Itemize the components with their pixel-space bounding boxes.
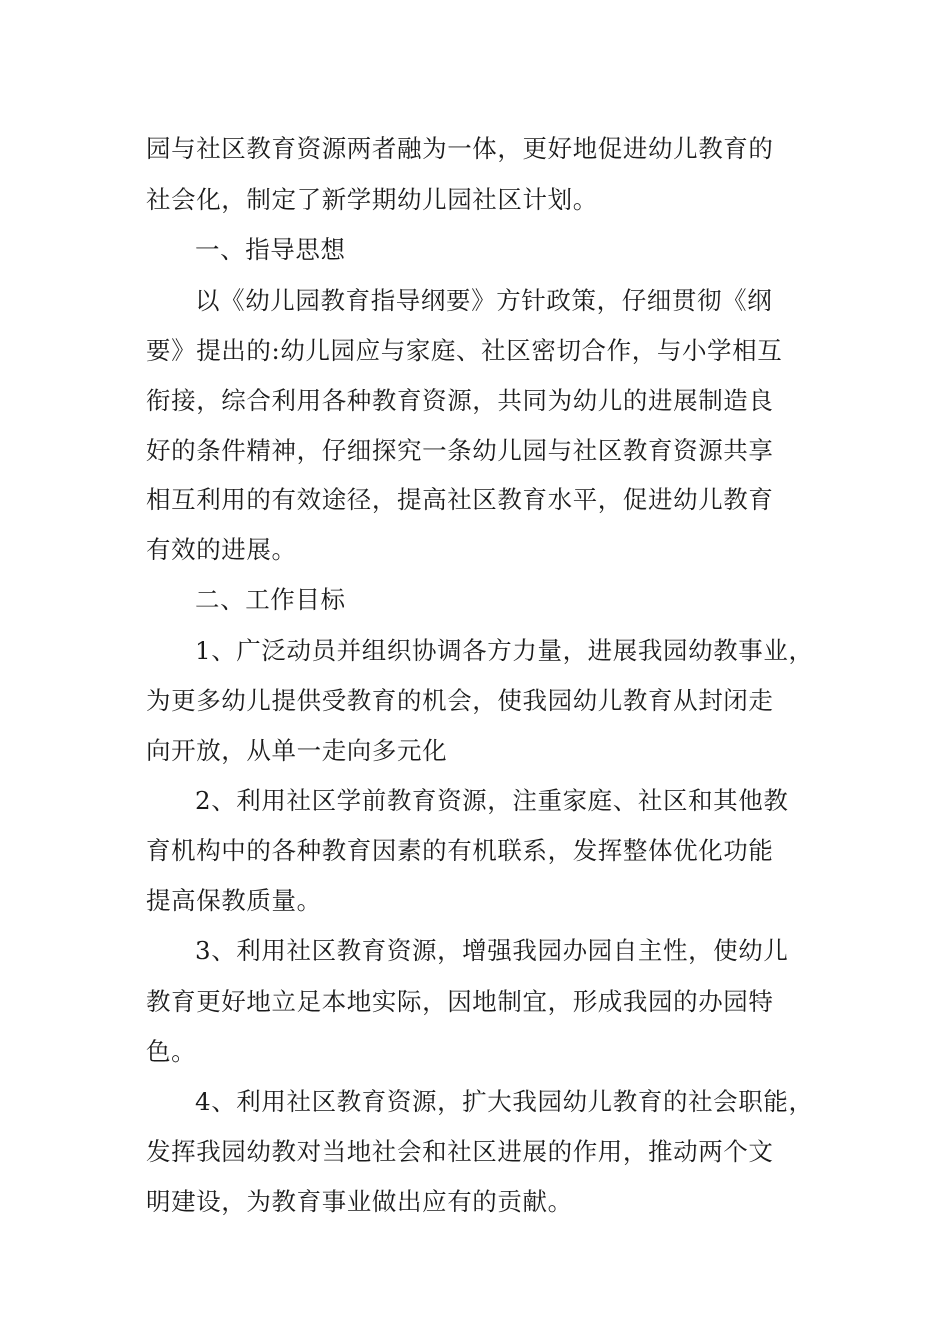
paragraph-guiding-line-6: 有效的进展。 [146,535,297,564]
goal-2-line-1: 2、利用社区学前教育资源，注重家庭、社区和其他教 [195,786,789,815]
paragraph-guiding-line-1: 以《幼儿园教育指导纲要》方针政策，仔细贯彻《纲 [195,286,773,315]
goal-1-line-3: 向开放，从单一走向多元化 [146,736,448,765]
goal-2-line-3: 提高保教质量。 [146,886,322,915]
section-heading-work-goals: 二、工作目标 [195,585,346,614]
goal-1-line-1: 1、广泛动员并组织协调各方力量，进展我园幼教事业， [195,636,814,665]
paragraph-intro-line-2: 社会化，制定了新学期幼儿园社区计划。 [146,185,598,214]
goal-3-line-3: 色。 [146,1037,197,1066]
paragraph-guiding-line-3: 衔接，综合利用各种教育资源，共同为幼儿的进展制造良 [146,386,774,415]
goal-4-line-2: 发挥我园幼教对当地社会和社区进展的作用，推动两个文 [146,1137,774,1166]
goal-3-line-2: 教育更好地立足本地实际，因地制宜，形成我园的办园特 [146,987,774,1016]
paragraph-guiding-line-2: 要》提出的:幼儿园应与家庭、社区密切合作，与小学相互 [146,336,783,365]
goal-4-line-3: 明建设，为教育事业做出应有的贡献。 [146,1187,573,1216]
section-heading-guiding-thought: 一、指导思想 [195,235,346,264]
paragraph-guiding-line-5: 相互利用的有效途径，提高社区教育水平，促进幼儿教育 [146,485,774,514]
paragraph-intro-line-1: 园与社区教育资源两者融为一体，更好地促进幼儿教育的 [146,134,774,163]
goal-2-line-2: 育机构中的各种教育因素的有机联系，发挥整体优化功能 [146,836,774,865]
goal-1-line-2: 为更多幼儿提供受教育的机会，使我园幼儿教育从封闭走 [146,686,774,715]
goal-3-line-1: 3、利用社区教育资源，增强我园办园自主性，使幼儿 [195,936,789,965]
paragraph-guiding-line-4: 好的条件精神，仔细探究一条幼儿园与社区教育资源共享 [146,436,774,465]
goal-4-line-1: 4、利用社区教育资源，扩大我园幼儿教育的社会职能， [195,1087,814,1116]
